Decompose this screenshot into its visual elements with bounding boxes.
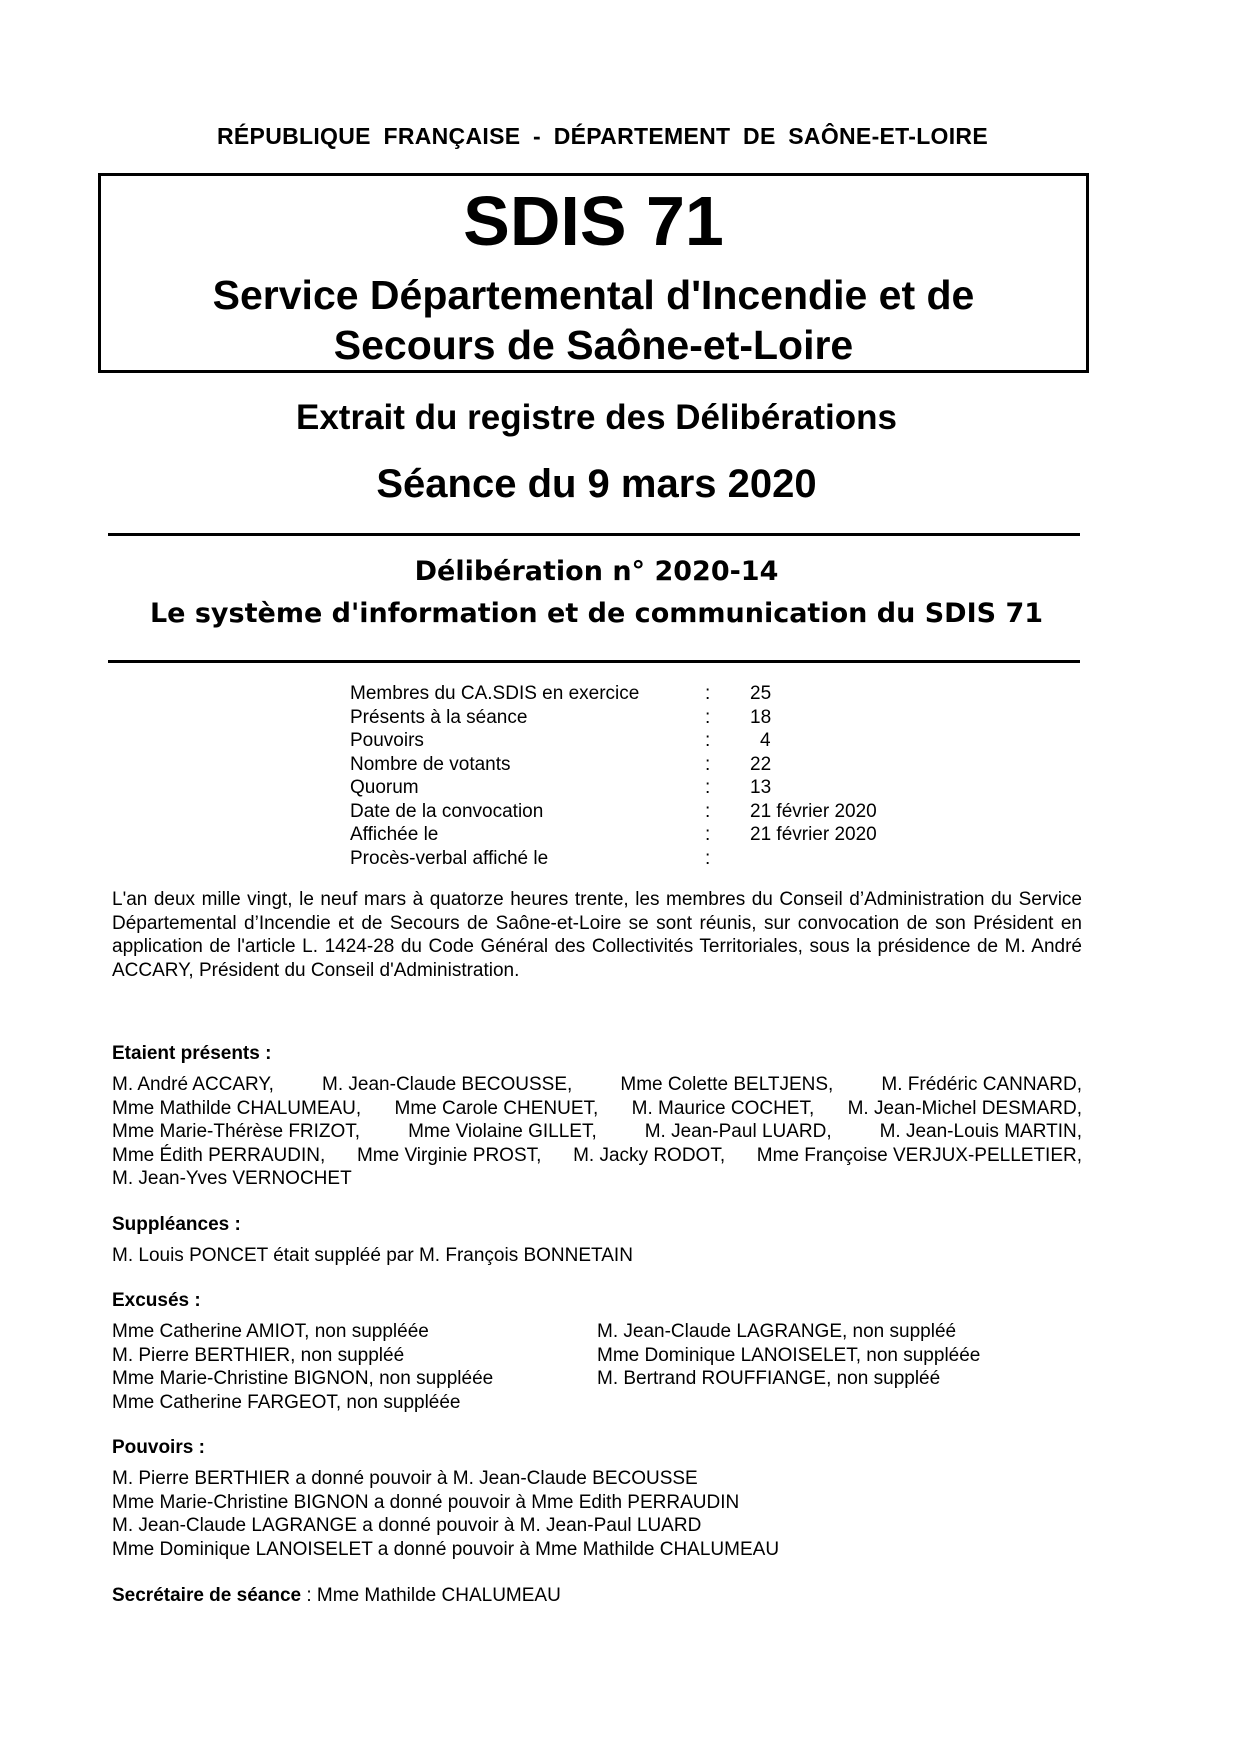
proxy-line: M. Pierre BERTHIER a donné pouvoir à M. Jean-Claude BECOUSSE [112,1468,698,1489]
stat-value: 25 [750,683,772,704]
stat-row [350,753,910,777]
stat-colon: : [705,847,711,869]
stat-row [350,706,910,730]
stat-colon: : [705,777,711,798]
member-name: Mme Colette BELTJENS, [620,1074,834,1095]
attendance-stats [350,682,910,870]
stat-label: Membres du CA.SDIS en exercice [350,683,640,704]
presents-heading: Etaient présents : [112,1043,272,1064]
register-extract-title: Extrait du registre des Délibérations [295,398,897,437]
org-name-line-2: Secours de Saône-et-Loire [333,322,854,368]
excused-member: Mme Dominique LANOISELET, non suppléée [597,1344,981,1366]
intro-paragraph: L'an deux mille vingt, le neuf mars à quatorze heures trente, les membres du Conseil d’Administration du Service Départemental d’Incendie et de Secours de Saône-et-Loire se sont réunis, sur convocation de son Président en application de l'article L. 1424-28 du Code Général des Collectivités Territoriales, sous la présidence de M. André ACCARY, Président du Conseil d'Administration. [112,889,1082,981]
deliberation-number: Délibération n° 2020-14 [414,556,779,587]
member-name: Mme Édith PERRAUDIN, [112,1144,326,1166]
republic-header: RÉPUBLIQUE FRANÇAISE - DÉPARTEMENT DE SAÔNE-ET-LOIRE [217,123,988,149]
presents-line [112,1144,1082,1168]
member-name: M. Jean-Michel DESMARD, [847,1097,1082,1119]
stat-colon: : [705,730,711,751]
member-name: Mme Marie-Thérèse FRIZOT, [112,1121,361,1142]
org-full-name [101,270,1086,370]
presents-list [112,1073,1082,1191]
org-short-title: SDIS 71 [463,182,724,260]
member-name: Mme Virginie PROST, [356,1144,542,1166]
stat-value: 18 [750,706,772,728]
stat-colon: : [705,683,711,704]
title-box [98,173,1089,373]
stat-label: Pouvoirs [350,730,424,751]
stat-colon: : [705,800,711,822]
divider-top [108,533,1080,536]
stat-colon: : [705,824,711,845]
excused-member: Mme Catherine AMIOT, non suppléée [112,1321,429,1342]
member-name: M. Jean-Louis MARTIN, [879,1121,1082,1142]
excused-member: M. Bertrand ROUFFIANGE, non suppléé [597,1368,941,1389]
attendance-section [112,1043,1082,1608]
stat-row [350,682,910,706]
excuses-heading: Excusés : [112,1290,201,1311]
suppleances-text: M. Louis PONCET était suppléé par M. François BONNETAIN [112,1244,633,1266]
member-name: M. Jean-Yves VERNOCHET [112,1168,352,1189]
stat-value: 13 [750,777,772,798]
presents-line [112,1120,1082,1144]
member-name: M. Maurice COCHET, [631,1097,815,1119]
stat-row [350,847,910,871]
stat-label: Nombre de votants [350,753,511,775]
deliberation-subject: Le système d'information et de communication du SDIS 71 [149,598,1044,629]
stat-label: Procès-verbal affiché le [350,847,549,869]
secretaire-label: Secrétaire de séance [112,1585,302,1606]
member-name: M. Jean-Claude BECOUSSE, [322,1074,573,1095]
secretaire-separator: : [301,1585,317,1606]
presents-line [112,1167,1082,1191]
divider-bottom [108,660,1080,663]
excuses-list [112,1320,1082,1414]
org-name-line-1: Service Départemental d'Incendie et de [212,272,975,318]
excused-member: Mme Catherine FARGEOT, non suppléée [112,1391,461,1413]
excused-member: M. Pierre BERTHIER, non suppléé [112,1344,405,1366]
stat-label: Affichée le [350,824,439,845]
stat-colon: : [705,753,711,775]
excuses-right-column [597,1320,1082,1414]
stat-value: 21 février 2020 [750,824,877,845]
session-date-title: Séance du 9 mars 2020 [376,462,817,506]
stat-row [350,729,910,753]
stat-row [350,776,910,800]
secretaire-name: Mme Mathilde CHALUMEAU [316,1585,561,1606]
suppleances-heading: Suppléances : [112,1213,241,1235]
stat-value: 21 février 2020 [750,800,877,822]
member-name: Mme Françoise VERJUX-PELLETIER, [756,1144,1082,1166]
stat-row [350,800,910,824]
excuses-left-column [112,1320,597,1414]
member-name: M. André ACCARY, [112,1074,274,1095]
stat-colon: : [705,706,711,728]
proxy-line: Mme Marie-Christine BIGNON a donné pouvoir à Mme Edith PERRAUDIN [112,1491,740,1513]
stat-value: 22 [750,753,772,775]
member-name: M. Jacky RODOT, [573,1144,726,1166]
excused-member: M. Jean-Claude LAGRANGE, non suppléé [597,1321,957,1342]
excused-member: Mme Marie-Christine BIGNON, non suppléée [112,1368,494,1389]
pouvoirs-list [112,1467,1082,1561]
secretaire-line [112,1584,1082,1608]
presents-line [112,1097,1082,1121]
presents-line [112,1073,1082,1097]
member-name: M. Jean-Paul LUARD, [644,1121,832,1142]
member-name: M. Frédéric CANNARD, [881,1074,1082,1095]
stat-label: Présents à la séance [350,706,528,728]
stat-value: 4 [760,730,771,751]
stat-label: Quorum [350,777,419,798]
member-name: Mme Violaine GILLET, [408,1121,597,1142]
stat-label: Date de la convocation [350,800,544,822]
member-name: Mme Carole CHENUET, [394,1097,599,1119]
member-name: Mme Mathilde CHALUMEAU, [112,1097,362,1119]
proxy-line: Mme Dominique LANOISELET a donné pouvoir à Mme Mathilde CHALUMEAU [112,1538,780,1560]
pouvoirs-heading: Pouvoirs : [112,1437,205,1458]
stat-row [350,823,910,847]
proxy-line: M. Jean-Claude LAGRANGE a donné pouvoir à M. Jean-Paul LUARD [112,1515,702,1536]
